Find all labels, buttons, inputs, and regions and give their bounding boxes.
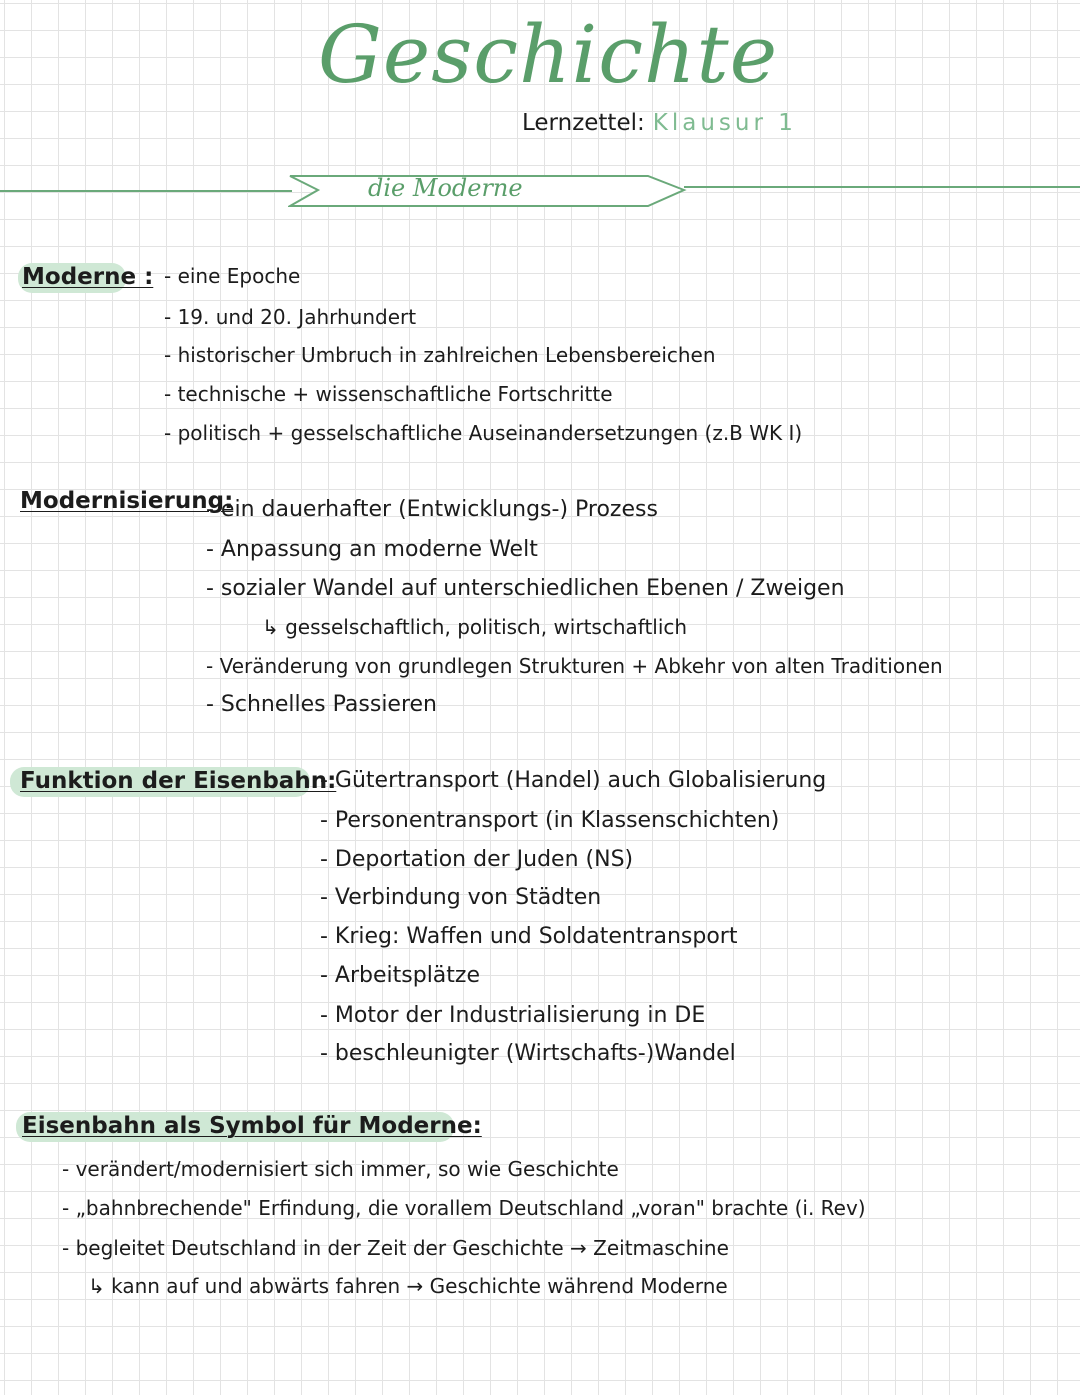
eisenbahn-item: - Motor der Industrialisierung in DE [320,1003,706,1028]
moderne-item: - eine Epoche [164,264,301,288]
eisenbahn-item: - Arbeitsplätze [320,963,480,988]
banner-title: die Moderne [368,174,523,202]
eisenbahn-item: - Personentransport (in Klassenschichten) [320,808,780,833]
page-subtitle [522,110,797,136]
eisenbahn-item: - Deportation der Juden (NS) [320,847,634,872]
eisenbahn-item: - Gütertransport (Handel) auch Globalisierung [320,768,827,793]
banner-line-right [684,186,1080,188]
heading-moderne: Moderne : [22,264,154,290]
modernisierung-item: - Veränderung von grundlegen Strukturen + Abkehr von alten Traditionen [206,654,943,678]
heading-modernisierung: Modernisierung: [20,488,234,514]
modernisierung-item: - sozialer Wandel auf unterschiedlichen Ebenen / Zweigen [206,576,845,601]
moderne-item: - 19. und 20. Jahrhundert [164,305,417,329]
moderne-item: - politisch + gesselschaftliche Auseinandersetzungen (z.B WK I) [164,421,803,445]
banner-line-left [0,190,292,192]
moderne-item: - historischer Umbruch in zahlreichen Lebensbereichen [164,343,716,367]
eisenbahn-item: - beschleunigter (Wirtschafts-)Wandel [320,1041,736,1066]
eisenbahn-item: - Verbindung von Städten [320,885,602,910]
symbol-item: - begleitet Deutschland in der Zeit der Geschichte → Zeitmaschine [62,1236,729,1260]
moderne-item: - technische + wissenschaftliche Fortschritte [164,382,613,406]
modernisierung-item: - Anpassung an moderne Welt [206,537,538,562]
heading-eisenbahn-symbol: Eisenbahn als Symbol für Moderne: [22,1113,482,1139]
subtitle-label: Lernzettel: [522,110,645,136]
eisenbahn-item: - Krieg: Waffen und Soldatentransport [320,924,738,949]
page-title: Geschichte [318,8,779,101]
modernisierung-subitem: ↳ gesselschaftlich, politisch, wirtschaftlich [262,615,688,639]
symbol-item: - „bahnbrechende" Erfindung, die vorallem Deutschland „voran" brachte (i. Rev) [62,1196,866,1220]
symbol-subitem: ↳ kann auf und abwärts fahren → Geschichte während Moderne [88,1274,728,1298]
modernisierung-item: - ein dauerhafter (Entwicklungs-) Prozess [206,497,658,522]
symbol-item: - verändert/modernisiert sich immer, so wie Geschichte [62,1157,619,1181]
modernisierung-item: - Schnelles Passieren [206,692,437,717]
subtitle-value: Klausur 1 [652,110,797,136]
heading-funktion-eisenbahn: Funktion der Eisenbahn: [20,768,337,794]
